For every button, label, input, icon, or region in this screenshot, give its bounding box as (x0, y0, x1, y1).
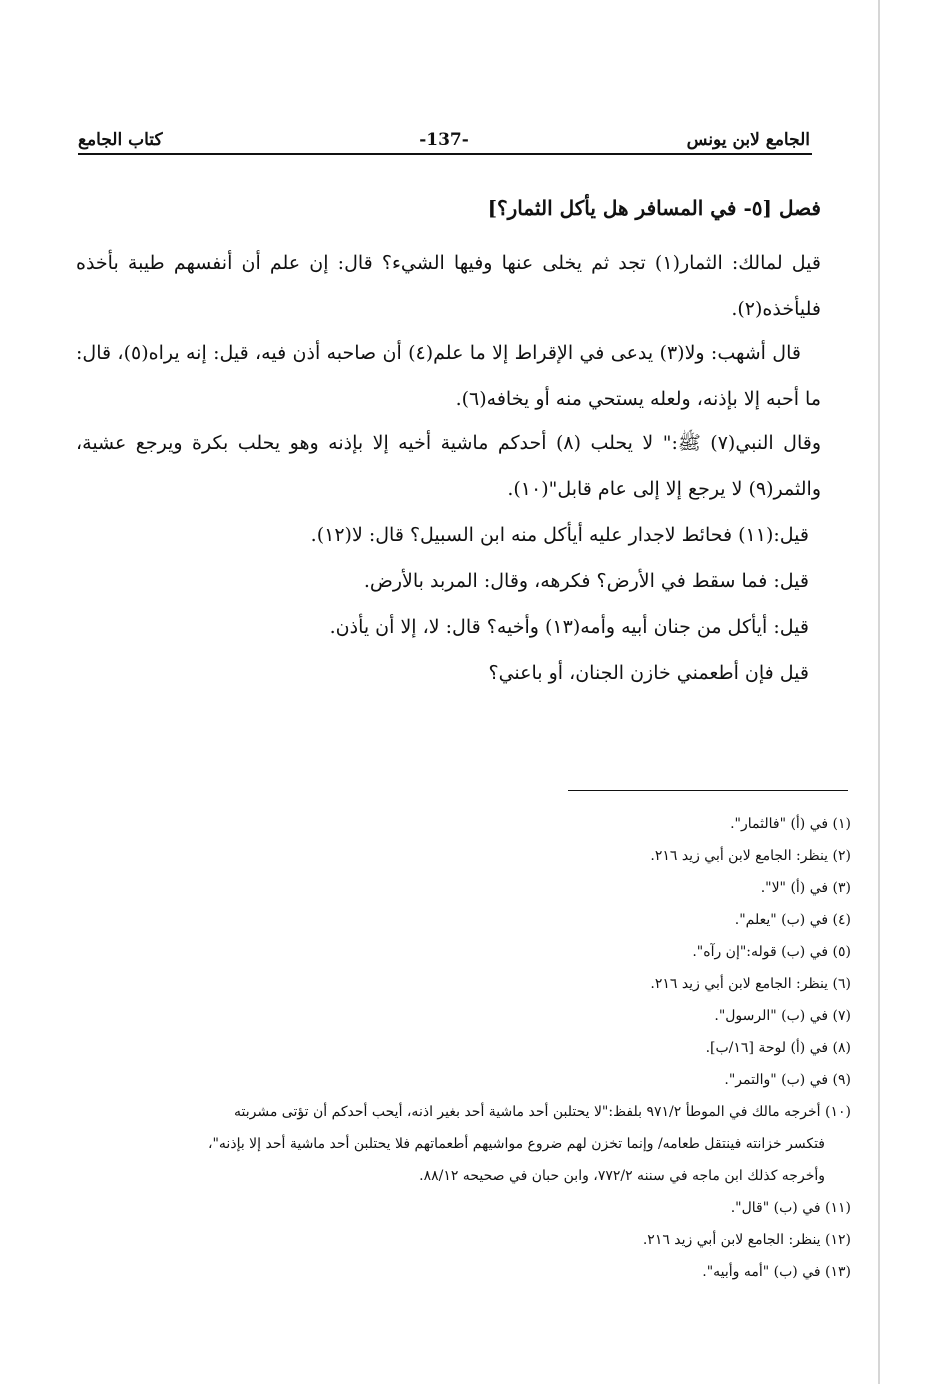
page-number: -137- (419, 130, 469, 150)
footnote: (١١) في (ب) "قال". (730, 1200, 851, 1216)
paragraph: قيل: أيأكل من جنان أبيه وأمه(١٣) وأخيه؟ قال: لا، إلا أن يأذن. (329, 616, 809, 638)
chapter-title: كتاب الجامع (78, 130, 163, 150)
footnote: (٦) ينظر: الجامع لابن أبي زيد ٢١٦. (650, 976, 851, 992)
page-header (78, 124, 810, 154)
paragraph: قيل فإن أطعمني خازن الجنان، أو باعني؟ (488, 662, 809, 684)
footnote-rule (568, 790, 848, 791)
footnote-continuation: وأخرجه كذلك ابن ماجه في سننه ٧٧٢/٢، وابن حبان في صحيحه ٨٨/١٢. (419, 1168, 825, 1184)
footnote: (٩) في (ب) "والتمر". (724, 1072, 851, 1088)
footnote: (١٠) أخرجه مالك في الموطأ ٩٧١/٢ بلفظ:"لا يحتلبن أحد ماشية أحد بغير اذنه، أيحب أحدكم أن تؤتى مشربته (234, 1104, 851, 1120)
header-rule (78, 153, 812, 155)
footnote: (٥) في (ب) قوله:"إن رآه". (692, 944, 851, 960)
paragraph: قيل:(١١) فحائط لاجدار عليه أيأكل منه ابن السبيل؟ قال: لا(١٢). (310, 524, 809, 546)
section-title: فصل [٥- في المسافر هل يأكل الثمار؟] (487, 196, 821, 220)
paragraph: قيل: فما سقط في الأرض؟ فكرهه، وقال: المربد بالأرض. (363, 570, 809, 592)
page-edge (878, 0, 880, 1384)
footnote: (١٣) في (ب) "أمه وأبيه". (702, 1264, 851, 1280)
footnote: (١٢) ينظر: الجامع لابن أبي زيد ٢١٦. (642, 1232, 851, 1248)
paragraph: وقال النبي(٧) ﷺ:" لا يحلب (٨) أحدكم ماشية أخيه إلا بإذنه وهو يحلب بكرة ويرجع عشية، والثمر(٩) لا يرجع إلا إلى عام قابل"(١٠). (76, 432, 821, 500)
footnote: (٧) في (ب) "الرسول". (714, 1008, 851, 1024)
paragraph: قيل لمالك: الثمار(١) تجد ثم يخلى عنها وفيها الشيء؟ قال: إن علم أن أنفسهم طيبة بأخذه فليأخذه(٢). (76, 252, 821, 320)
footnote: (٣) في (أ) "لا". (760, 880, 851, 896)
footnote: (٨) في (أ) لوحة [١٦/ب]. (705, 1040, 851, 1056)
footnote-continuation: فتكسر خزانته فينتقل طعامه/ وإنما تخزن لهم ضروع مواشيهم أطعماتهم فلا يحتلبن أحد ماشية أحد إلا بإذنه"، (207, 1136, 825, 1152)
footnotes (76, 808, 851, 1288)
paragraph: قال أشهب: ولا(٣) يدعى في الإقراط إلا ما علم(٤) أن صاحبه أذن فيه، قيل: إنه يراه(٥)، قال: ما أحبه إلا بإذنه، ولعله يستحي منه أو يخافه(٦). (76, 342, 821, 410)
footnote: (١) في (أ) "فالثمار". (730, 816, 851, 832)
footnote: (٢) ينظر: الجامع لابن أبي زيد ٢١٦. (650, 848, 851, 864)
footnote: (٤) في (ب) "يعلم". (734, 912, 851, 928)
book-title: الجامع لابن يونس (686, 130, 810, 150)
